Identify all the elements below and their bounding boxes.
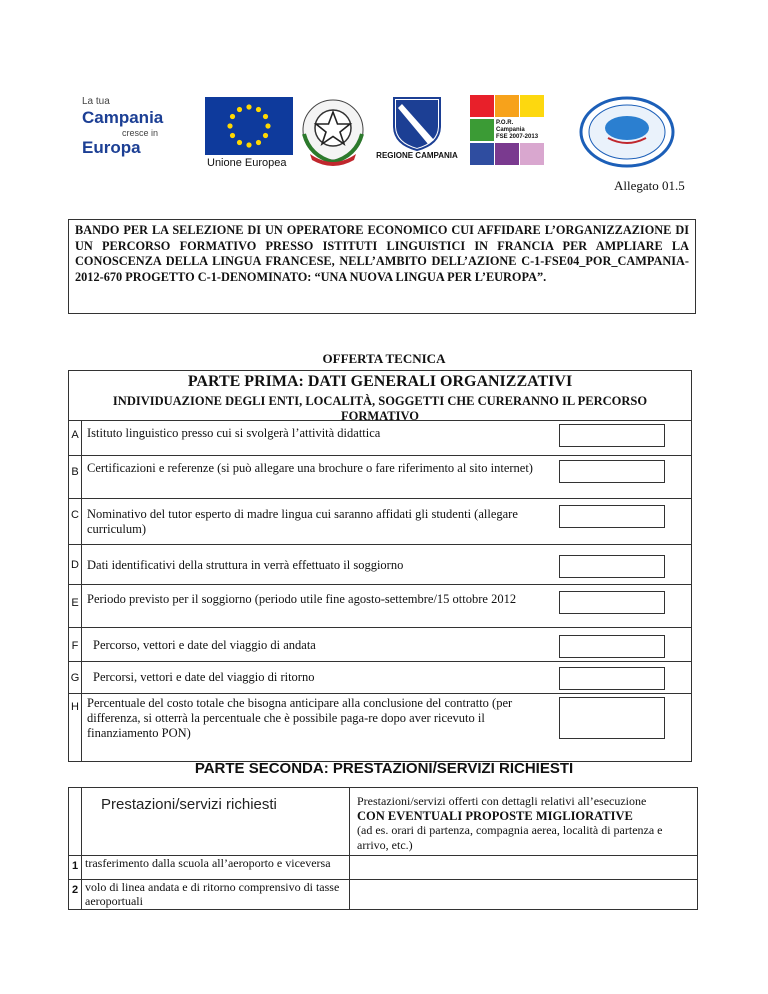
table-row (68, 584, 692, 627)
row-letter: F (71, 640, 79, 652)
regione-shield-icon (372, 96, 462, 152)
eu-flag-icon (205, 97, 293, 155)
answer-field[interactable] (559, 591, 665, 614)
part-one-header (68, 370, 692, 423)
row-letter: D (71, 559, 79, 571)
bando-title-box: BANDO PER LA SELEZIONE DI UN OPERATORE ECONOMICO CUI AFFIDARE L’ORGANIZZAZIONE DI UN PERCORSO FORMATIVO PRESSO ISTITUTI LINGUISTICI IN FRANCIA PER AMPLIARE LA CONOSCENZA DELLA LINGUA FRANCESE, NELL’AMBITO DELL’AZIONE C-1-FSE04_POR_CAMPANIA-2012-670 PROGETTO C-1-DENOMINATO: “UNA NUOVA LINGUA PER L’EUROPA”. (68, 219, 696, 314)
eu-caption: Unione Europea (207, 157, 287, 169)
column-header-offered (357, 794, 697, 852)
row-label: Periodo previsto per il soggiorno (periodo utile fine agosto-settembre/15 ottobre 2012 (87, 592, 517, 606)
service-label: volo di linea andata e di ritorno comprensivo di tasse aeroportuali (85, 880, 340, 908)
ipsar-pagani-logo (578, 96, 676, 168)
answer-field[interactable] (559, 505, 665, 528)
header-line: (ad es. orari di partenza, compagnia aerea, località di partenza e arrivo, etc.) (357, 823, 663, 852)
service-label: trasferimento dalla scuola all’aeroporto e viceversa (85, 856, 331, 870)
table-row (68, 661, 692, 693)
por-line: Campania (496, 127, 525, 133)
part-two-title: PARTE SECONDA: PRESTAZIONI/SERVIZI RICHIESTI (194, 760, 574, 777)
answer-field[interactable] (559, 667, 665, 690)
answer-field[interactable] (559, 635, 665, 658)
answer-field[interactable] (559, 555, 665, 578)
table-row (68, 455, 692, 498)
row-number: 1 (71, 860, 79, 872)
answer-field[interactable] (559, 460, 665, 483)
por-line: FSE 2007-2013 (496, 134, 539, 140)
table-row (68, 627, 692, 661)
part-one-subtitle: INDIVIDUAZIONE DEGLI ENTI, LOCALITÀ, SOGGETTI CHE CURERANNO IL PERCORSO FORMATIVO (112, 394, 648, 423)
logo-text: Campania (82, 108, 164, 127)
header-line: Prestazioni/servizi offerti con dettagli relativi all’esecuzione (357, 794, 647, 808)
row-label: Certificazioni e referenze (si può allegare una brochure o fare riferimento al sito internet) (87, 461, 533, 475)
allegato-label: Allegato 01.5 (614, 178, 685, 193)
row-label: Istituto linguistico presso cui si svolgerà l’attività didattica (87, 426, 381, 440)
row-letter: A (71, 429, 79, 441)
emblem-icon (296, 94, 370, 170)
logo-text: La tua (82, 96, 110, 107)
offerta-tecnica-heading: OFFERTA TECNICA (322, 351, 446, 366)
row-letter: E (71, 597, 79, 609)
row-letter: H (71, 701, 79, 713)
answer-field[interactable] (559, 424, 665, 447)
logo-text: cresce in (122, 128, 159, 138)
column-header-requested: Prestazioni/servizi richiesti (101, 796, 277, 813)
row-letter: B (71, 466, 79, 478)
answer-field[interactable] (559, 697, 665, 739)
part-two-table (68, 787, 698, 910)
row-label: Percorso, vettori e date del viaggio di andata (93, 638, 316, 652)
table-row (68, 544, 692, 584)
table-row (68, 420, 692, 455)
logo-text: Europa (82, 138, 141, 157)
part-one-title: PARTE PRIMA: DATI GENERALI ORGANIZZATIVI (187, 373, 573, 390)
header-line-bold: CON EVENTUALI PROPOSTE MIGLIORATIVE (357, 808, 633, 823)
row-label: Percorsi, vettori e date del viaggio di ritorno (93, 670, 315, 684)
row-letter: G (70, 672, 80, 684)
row-number: 2 (71, 884, 79, 896)
campania-europa-logo (82, 96, 192, 160)
eu-flag-logo (205, 97, 293, 172)
table-row (68, 498, 692, 544)
row-letter: C (71, 509, 79, 521)
ipsar-seal-icon (578, 96, 676, 168)
row-label: Nominativo del tutor esperto di madre lingua cui saranno affidati gli studenti (allegare curriculum) (87, 507, 518, 536)
por-line: P.O.R. (496, 120, 514, 126)
regione-campania-logo (372, 96, 462, 168)
repubblica-italiana-emblem (296, 94, 370, 170)
row-label: Percentuale del costo totale che bisogna anticipare alla conclusione del contratto (per differenza, si otterrà la percentuale che è possibile paga-re dopo aver ricevuto il finanziamento PON) (87, 696, 513, 740)
regione-caption: REGIONE CAMPANIA (376, 151, 458, 160)
table-row (68, 693, 692, 761)
por-caption (496, 120, 538, 141)
row-label: Dati identificativi della struttura in verrà effettuato il soggiorno (87, 558, 404, 572)
por-campania-fse-logo (470, 95, 550, 169)
